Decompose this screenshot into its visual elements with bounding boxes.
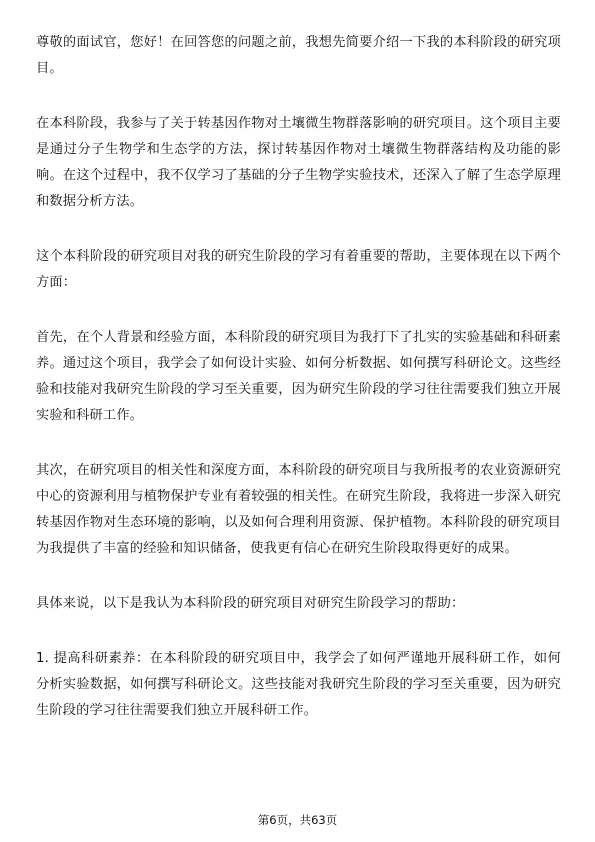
paragraph-second-aspect: 其次，在研究项目的相关性和深度方面，本科阶段的研究项目与我所报考的农业资源研究中心的资源利用与植物保护专业有着较强的相关性。在研究生阶段，我将进一步深入研究转基因作物对生态环境的影响，以及如何合理利用资源、保护植物。本科阶段的研究项目为我提供了丰富的经验和知识储备，使我更有信心在研究生阶段取得更好的成果。 xyxy=(36,463,561,556)
paragraph-project-intro: 在本科阶段，我参与了关于转基因作物对土壤微生物群落影响的研究项目。这个项目主要是通过分子生物学和生态学的方法，探讨转基因作物对土壤微生物群落结构及功能的影响。在这个过程中，我不仅学习了基础的分子生物学实验技术，还深入了解了生态学原理和数据分析方法。 xyxy=(36,116,561,209)
paragraph-first-aspect: 首先，在个人背景和经验方面，本科阶段的研究项目为我打下了扎实的实验基础和科研素养。通过这个项目，我学会了如何设计实验、如何分析数据、如何撰写科研论文。这些经验和技能对我研究生阶段的学习至关重要，因为研究生阶段的学习往往需要我们独立开展实验和科研工作。 xyxy=(36,330,561,423)
document-body xyxy=(36,30,561,724)
page-number-footer: 第6页，共63页 xyxy=(257,813,338,827)
paragraph-greeting: 尊敬的面试官，您好！在回答您的问题之前，我想先简要介绍一下我的本科阶段的研究项目。 xyxy=(36,35,561,76)
paragraph-point-one: 1. 提高科研素养：在本科阶段的研究项目中，我学会了如何严谨地开展科研工作，如何分析实验数据，如何撰写科研论文。这些技能对我研究生阶段的学习至关重要，因为研究生阶段的学习往往需要我们独立开展科研工作。 xyxy=(36,651,561,718)
paragraph-help-overview: 这个本科阶段的研究项目对我的研究生阶段的学习有着重要的帮助，主要体现在以下两个方面： xyxy=(36,249,561,290)
paragraph-specific-intro: 具体来说，以下是我认为本科阶段的研究项目对研究生阶段学习的帮助： xyxy=(36,596,465,611)
